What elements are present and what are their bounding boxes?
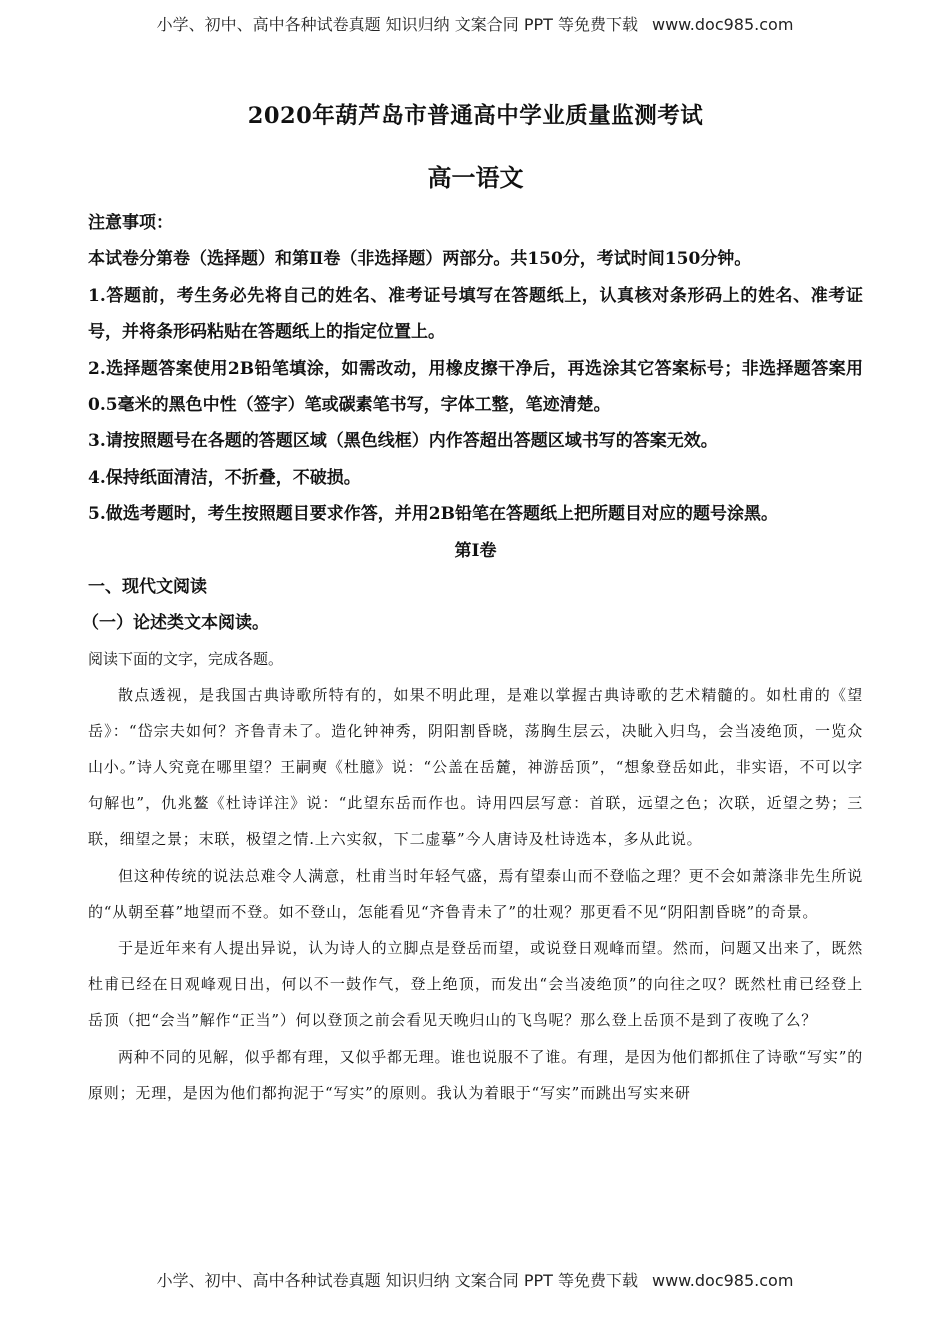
reading-instruction: 阅读下面的文字，完成各题。 [88, 649, 284, 668]
exam-title: 2020年葫芦岛市普通高中学业质量监测考试 [247, 103, 704, 129]
exam-page [82, 96, 863, 1111]
exam-subject: 高一语文 [427, 163, 524, 192]
notice-heading: 注意事项： [88, 213, 173, 233]
passage-paragraph: 两种不同的见解，似乎都有理，又似乎都无理。谁也说服不了谁。有理，是因为他们都抓住了诗歌“写实”的原则；无理，是因为他们都拘泥于“写实”的原则。我认为着眼于“写实”而跳出写实来研 [88, 1047, 863, 1102]
notice-item: 4.保持纸面清洁，不折叠，不破损。 [88, 467, 361, 488]
footer-banner [0, 1268, 950, 1291]
banner-site-link[interactable]: www.doc985.com [652, 15, 794, 34]
subsection-title: （一）论述类文本阅读。 [82, 612, 269, 633]
banner-site-link[interactable]: www.doc985.com [652, 1271, 794, 1290]
notice-item: 本试卷分第卷（选择题）和第Ⅱ卷（非选择题）两部分。共150分，考试时间150分钟。 [88, 249, 752, 270]
passage-paragraph: 于是近年来有人提出异说，认为诗人的立脚点是登岳而望，或说登日观峰而望。然而，问题又出来了，既然杜甫已经在日观峰观日出，何以不一鼓作气，登上绝顶，而发出“会当凌绝顶”的向往之叹？既然杜甫已经登上岳顶（把“会当”解作“正当”）何以登顶之前会看见天晚归山的飞鸟呢？那么登上岳顶不是到了夜晚了么？ [88, 939, 863, 1030]
notice-item: 2.选择题答案使用2B铅笔填涂，如需改动，用橡皮擦干净后，再选涂其它答案标号；非选择题答案用0.5毫米的黑色中性（签字）笔或碳素笔书写，字体工整，笔迹清楚。 [88, 358, 863, 416]
notice-item: 3.请按照题号在各题的答题区域（黑色线框）内作答超出答题区域书写的答案无效。 [88, 431, 718, 452]
banner-text: 小学、初中、高中各种试卷真题 知识归纳 文案合同 PPT 等免费下载 [156, 15, 638, 34]
passage-paragraph: 散点透视，是我国古典诗歌所特有的，如果不明此理，是难以掌握古典诗歌的艺术精髓的。如杜甫的《望岳》：“岱宗夫如何？齐鲁青未了。造化钟神秀，阴阳割昏晓，荡胸生层云，决眦入归鸟，会当凌绝顶，一览众山小。”诗人究竟在哪里望？王嗣奭《杜臆》说：“公盖在岳麓，神游岳顶”，“想象登岳如此，非实语，不可以字句解也”，仇兆鳌《杜诗详注》说：“此望东岳而作也。诗用四层写意：首联，远望之色；次联，近望之势；三联，细望之景；末联，极望之情.上六实叙，下二虚摹”今人唐诗及杜诗选本，多从此说。 [88, 685, 863, 849]
reading-passage [88, 677, 863, 1111]
header-banner [0, 12, 950, 35]
notice-block [88, 205, 863, 533]
volume-title: 第Ⅰ卷 [454, 540, 497, 561]
notice-item: 5.做选考题时，考生按照题目要求作答，并用2B铅笔在答题纸上把所题目对应的题号涂黑。 [88, 504, 778, 525]
section-title: 一、现代文阅读 [88, 576, 207, 597]
passage-paragraph: 但这种传统的说法总难令人满意，杜甫当时年轻气盛，焉有望泰山而不登临之理？更不会如萧涤非先生所说的“从朝至暮”地望而不登。如不登山，怎能看见“齐鲁青未了”的壮观？那更看不见“阴阳割昏晓”的奇景。 [88, 866, 863, 921]
banner-text: 小学、初中、高中各种试卷真题 知识归纳 文案合同 PPT 等免费下载 [156, 1271, 638, 1290]
notice-item: 1.答题前，考生务必先将自己的姓名、准考证号填写在答题纸上，认真核对条形码上的姓名、准考证号，并将条形码粘贴在答题纸上的指定位置上。 [88, 285, 863, 343]
